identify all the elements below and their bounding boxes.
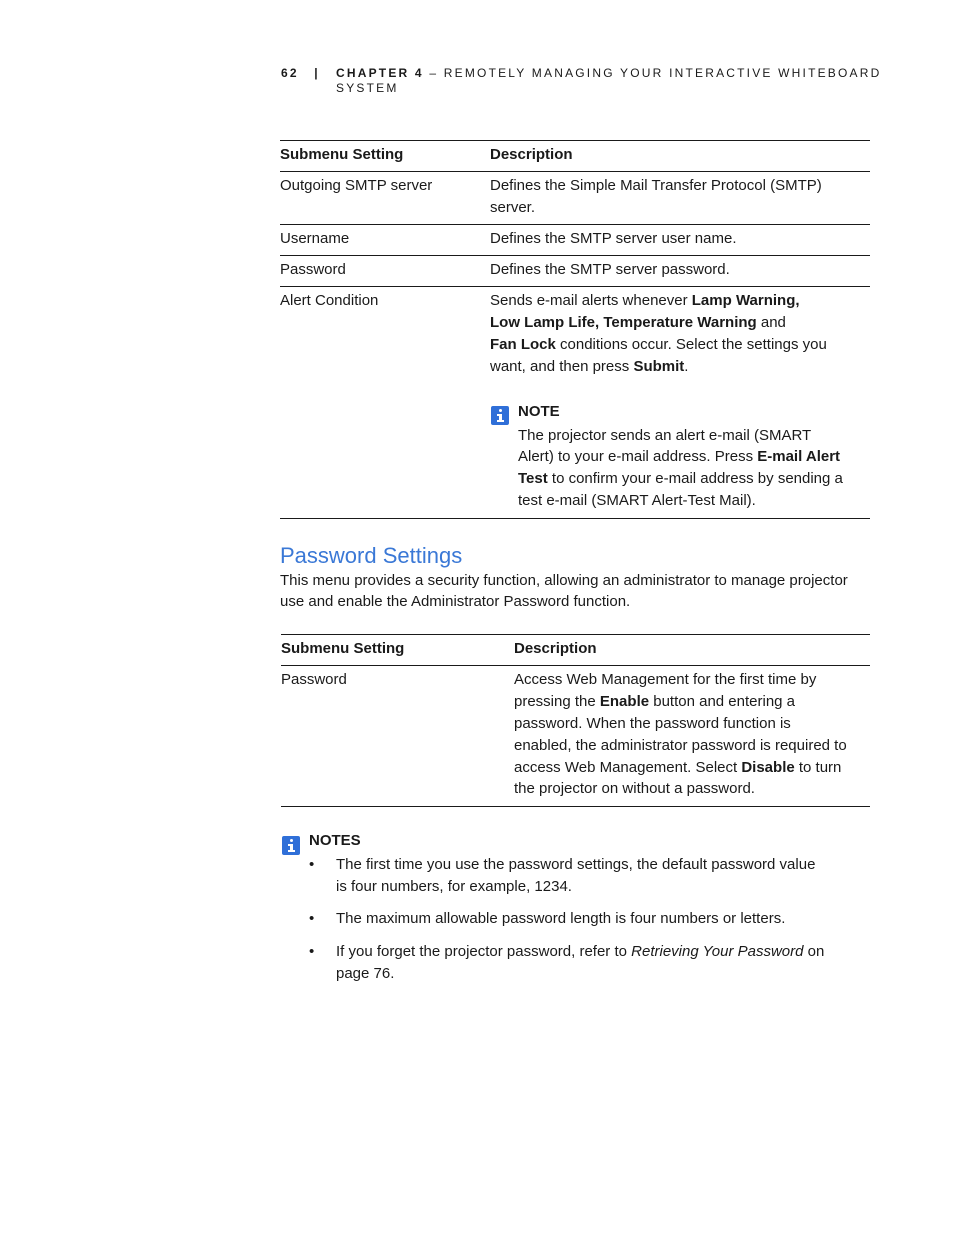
table2-desc-line1: Access Web Management for the first time by <box>514 671 817 688</box>
text-bold: Enable <box>599 693 650 710</box>
table2-row-setting: Password <box>281 671 347 688</box>
section-intro-line2: use and enable the Administrator Password function. <box>280 593 631 610</box>
table1-row-rule <box>280 286 870 287</box>
page-number: 62 <box>281 66 299 80</box>
text-bold: Fan Lock <box>490 336 556 353</box>
text: conditions occur. Select the settings you <box>555 336 827 353</box>
table1-header-rule <box>280 171 870 172</box>
text: to turn <box>794 759 842 776</box>
chapter-title-text: – REMOTELY MANAGING YOUR INTERACTIVE WHITEBOARD <box>429 66 882 80</box>
table1-row-rule <box>280 255 870 256</box>
chapter-label: CHAPTER 4 <box>336 66 424 80</box>
table2-desc-line4: enabled, the administrator password is required to <box>514 737 847 754</box>
table1-row4-setting: Alert Condition <box>280 292 379 309</box>
text-italic: Retrieving Your Password <box>631 943 804 960</box>
text-bold: Lamp Warning, <box>691 292 800 309</box>
note-line2 <box>518 446 840 468</box>
note-title: NOTE <box>518 403 560 420</box>
table1-row4-desc-line3 <box>490 334 827 356</box>
table2-header-rule <box>281 665 870 666</box>
table1-bottom-rule <box>280 518 870 519</box>
table1-top-rule <box>280 140 870 141</box>
note3-line1 <box>336 941 824 963</box>
text: access Web Management. Select <box>514 759 742 776</box>
text: . <box>684 358 689 375</box>
bullet: • <box>309 910 315 927</box>
table2-col1-header: Submenu Setting <box>281 640 405 657</box>
notes-title: NOTES <box>309 832 361 849</box>
section-heading: Password Settings <box>280 543 463 568</box>
text: to confirm your e-mail address by sending a <box>547 470 843 487</box>
table2-desc-line5 <box>514 757 841 779</box>
table1-row2-desc: Defines the SMTP server user name. <box>490 230 737 247</box>
info-icon <box>491 406 509 425</box>
table1-row4-desc-line1 <box>490 290 800 312</box>
table1-row3-desc: Defines the SMTP server password. <box>490 261 730 278</box>
table1-col1-header: Submenu Setting <box>280 146 404 163</box>
text: pressing the <box>514 693 600 710</box>
note-line4: test e-mail (SMART Alert-Test Mail). <box>518 492 756 509</box>
text-bold: Disable <box>741 759 795 776</box>
text-bold: E-mail Alert <box>757 448 841 465</box>
text-bold: Submit <box>633 358 685 375</box>
table1-col2-header: Description <box>490 146 573 163</box>
note1-line2: is four numbers, for example, 1234. <box>336 878 572 895</box>
bullet: • <box>309 943 315 960</box>
text: and <box>756 314 786 331</box>
table1-row1-desc-line1: Defines the Simple Mail Transfer Protocol (SMTP) <box>490 177 822 194</box>
table1-row4-desc-line2 <box>490 312 786 334</box>
table1-row2-setting: Username <box>280 230 350 247</box>
note3-line2: page 76. <box>336 965 395 982</box>
bullet: • <box>309 856 315 873</box>
text: If you forget the projector password, refer to <box>336 943 632 960</box>
table2-desc-line6: the projector on without a password. <box>514 780 755 797</box>
info-icon <box>282 836 300 855</box>
text-bold: Test <box>518 470 548 487</box>
note-line1: The projector sends an alert e-mail (SMART <box>518 427 812 444</box>
text: want, and then press <box>490 358 634 375</box>
table2-col2-header: Description <box>514 640 597 657</box>
section-intro-line1: This menu provides a security function, allowing an administrator to manage projector <box>280 572 848 589</box>
chapter-title <box>336 66 881 81</box>
table2-desc-line2 <box>514 691 795 713</box>
table1-row3-setting: Password <box>280 261 346 278</box>
table2-bottom-rule <box>281 806 870 807</box>
text-bold: Low Lamp Life, Temperature Warning <box>490 314 757 331</box>
text: button and entering a <box>649 693 796 710</box>
page-header <box>281 66 320 81</box>
table1-row1-setting: Outgoing SMTP server <box>280 177 433 194</box>
text: Sends e-mail alerts whenever <box>490 292 692 309</box>
text: on <box>803 943 825 960</box>
table1-row1-desc-line2: server. <box>490 199 536 216</box>
header-separator: | <box>314 66 320 80</box>
note2-line1: The maximum allowable password length is four numbers or letters. <box>336 910 786 927</box>
table1-row-rule <box>280 224 870 225</box>
note1-line1: The first time you use the password settings, the default password value <box>336 856 816 873</box>
table2-desc-line3: password. When the password function is <box>514 715 791 732</box>
table2-top-rule <box>281 634 870 635</box>
note-line3 <box>518 468 843 490</box>
table1-row4-desc-line4 <box>490 356 688 378</box>
text: Alert) to your e-mail address. Press <box>518 448 758 465</box>
chapter-title-line2: SYSTEM <box>336 81 399 95</box>
